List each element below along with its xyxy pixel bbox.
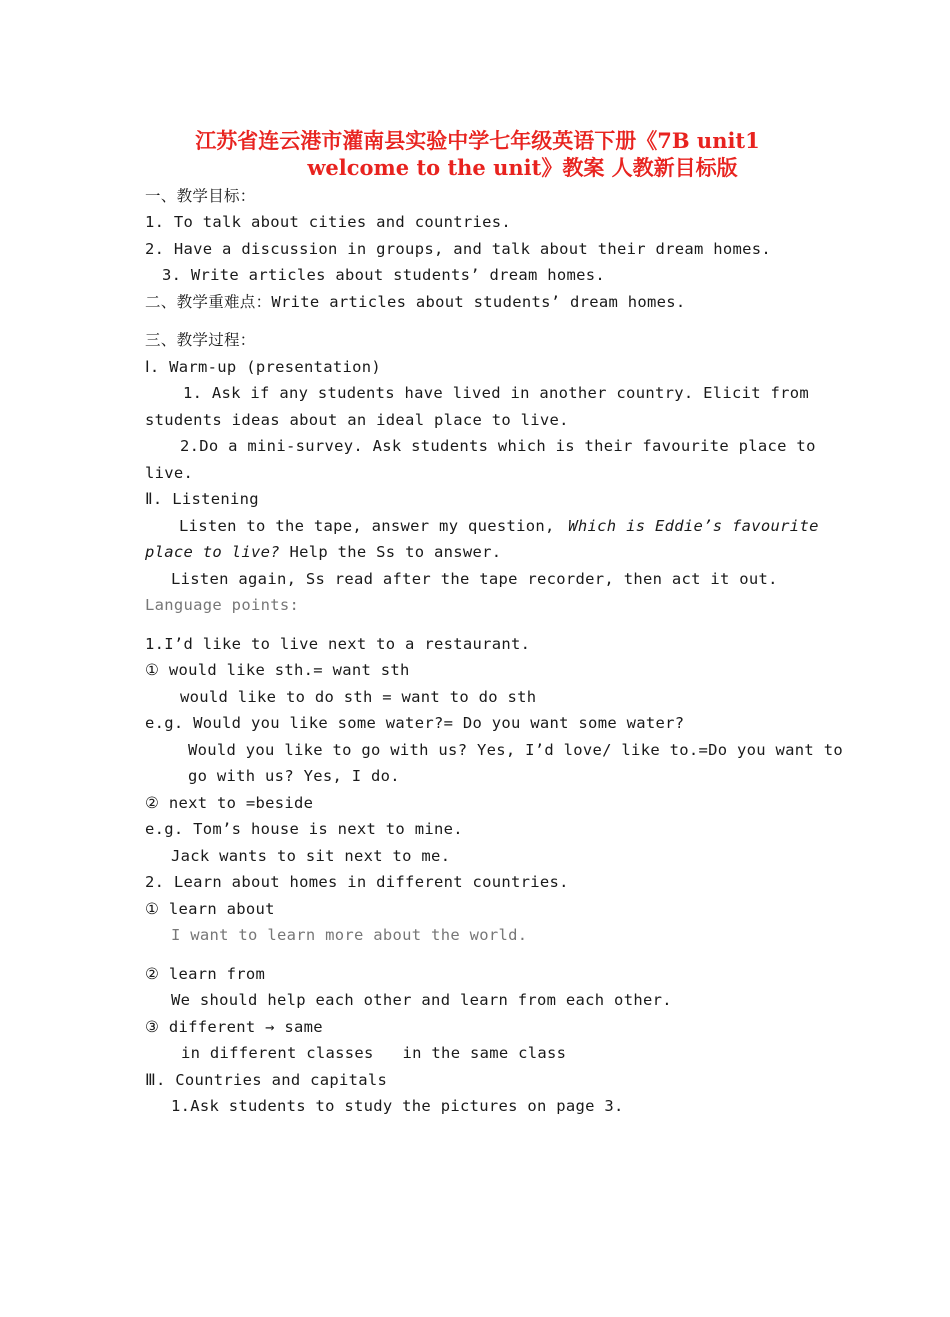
listening-heading: Ⅱ. Listening bbox=[145, 490, 259, 508]
language-point-line: 1.I’d like to live next to a restaurant. bbox=[145, 635, 531, 653]
listening-instruction: Listen to the tape, answer my question, bbox=[179, 517, 565, 535]
warmup-paragraph-1a: 1. Ask if any students have lived in another country. Elicit from bbox=[183, 384, 810, 402]
section-heading-process: 三、教学过程： bbox=[145, 331, 256, 349]
warmup-paragraph-2b: live. bbox=[145, 464, 194, 482]
listening-help-text: Help the Ss to answer. bbox=[279, 543, 502, 561]
language-point-line: We should help each other and learn from each other. bbox=[171, 991, 672, 1009]
objective-item-2: 2. Have a discussion in groups, and talk about their dream homes. bbox=[145, 240, 772, 258]
section-heading-objectives: 一、教学目标： bbox=[145, 187, 256, 205]
language-point-line: ① would like sth.= want sth bbox=[145, 661, 410, 679]
warmup-paragraph-1b: students ideas about an ideal place to live. bbox=[145, 411, 569, 429]
warmup-heading: Ⅰ. Warm-up (presentation) bbox=[145, 358, 382, 376]
language-point-line: e.g. Tom’s house is next to mine. bbox=[145, 820, 463, 838]
listening-question-part-2: place to live? bbox=[145, 543, 280, 561]
objective-item-3: 3. Write articles about students’ dream homes. bbox=[162, 266, 606, 284]
countries-heading: Ⅲ. Countries and capitals bbox=[145, 1071, 388, 1089]
warmup-paragraph-2a: 2.Do a mini-survey. Ask students which is their favourite place to bbox=[180, 437, 816, 455]
document-title-line-1: 江苏省连云港市灌南县实验中学七年级英语下册《7B unit1 bbox=[195, 128, 760, 153]
listening-paragraph-2: Listen again, Ss read after the tape recorder, then act it out. bbox=[171, 570, 778, 588]
language-point-line: Would you like to go with us? Yes, I’d love/ like to.=Do you want to bbox=[188, 741, 843, 759]
language-point-line: ② learn from bbox=[145, 965, 266, 983]
language-point-line: e.g. Would you like some water?= Do you want some water? bbox=[145, 714, 685, 732]
countries-paragraph-1: 1.Ask students to study the pictures on page 3. bbox=[171, 1097, 624, 1115]
language-point-line: I want to learn more about the world. bbox=[171, 926, 528, 944]
language-point-line: ③ different → same bbox=[145, 1018, 323, 1036]
language-point-line: Jack wants to sit next to me. bbox=[171, 847, 451, 865]
language-point-line: 2. Learn about homes in different countries. bbox=[145, 873, 569, 891]
language-point-line: go with us? Yes, I do. bbox=[188, 767, 400, 785]
listening-question-part-1: Which is Eddie’s favourite bbox=[568, 517, 819, 535]
language-point-line: ① learn about bbox=[145, 900, 275, 918]
document-title-line-2: welcome to the unit》教案 人教新目标版 bbox=[307, 155, 738, 180]
listening-paragraph-1a bbox=[179, 516, 819, 536]
language-points-heading: Language points: bbox=[145, 596, 300, 614]
language-point-line: ② next to =beside bbox=[145, 794, 314, 812]
language-point-line: would like to do sth = want to do sth bbox=[180, 688, 537, 706]
listening-paragraph-1b bbox=[145, 542, 501, 562]
language-point-line: in different classes in the same class bbox=[181, 1044, 567, 1062]
objective-item-1: 1. To talk about cities and countries. bbox=[145, 213, 512, 231]
section-heading-key-points: 二、教学重难点：Write articles about students’ dream homes. bbox=[145, 293, 686, 311]
